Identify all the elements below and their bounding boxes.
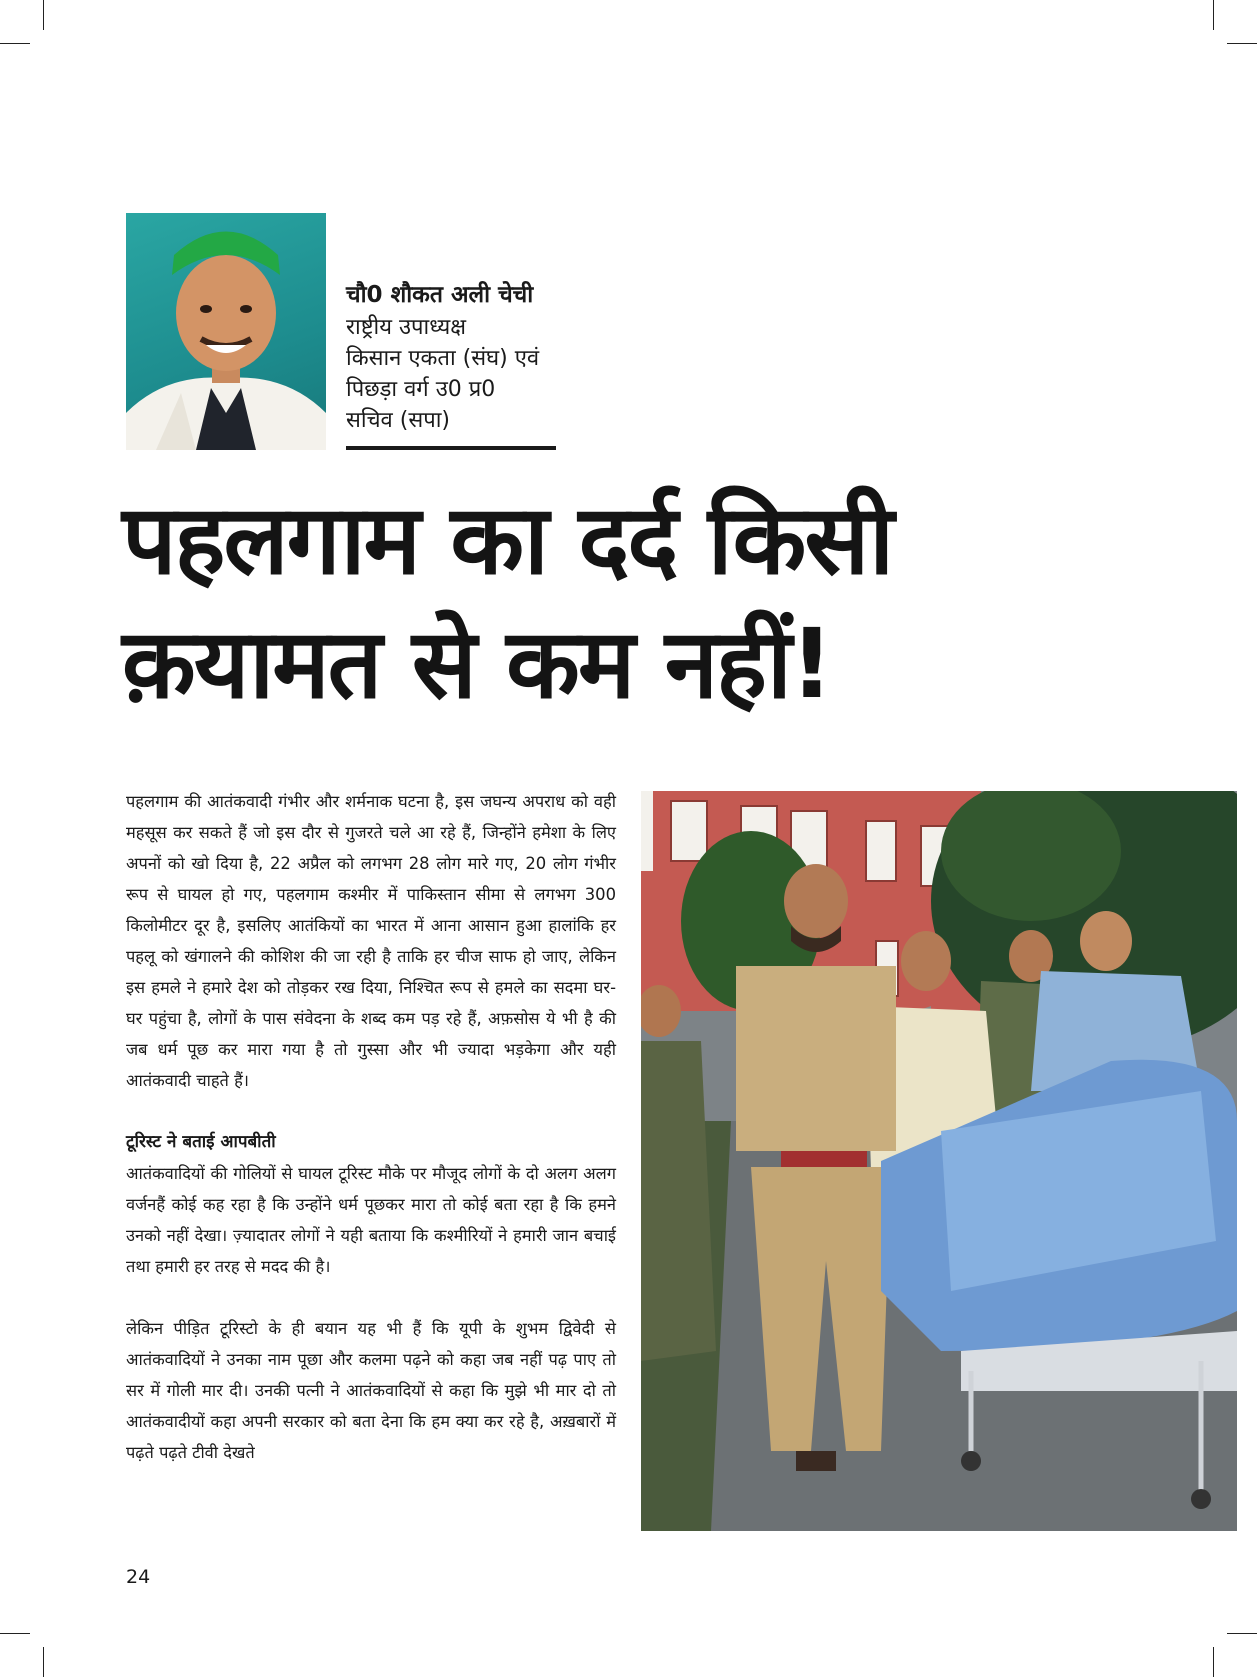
author-name: चौ0 शौकत अली चेची [346,282,534,308]
author-byline [346,278,586,450]
crop-mark [0,43,30,44]
author-designation: सचिव (सपा) [346,408,450,433]
crop-mark [1213,1647,1214,1677]
article-body [126,786,616,1468]
author-designation: किसान एकता (संघ) एवं [346,346,540,371]
crop-mark [1227,43,1257,44]
author-designation: राष्ट्रीय उपाध्यक्ष [346,315,467,340]
article-subheading: टूरिस्ट ने बताई आपबीती [126,1132,276,1152]
crop-mark [43,1647,44,1677]
headline-line-1: पहलगाम का दर्द किसी [122,484,893,596]
byline-rule [346,446,556,450]
page-number: 24 [126,1566,151,1588]
headline-line-2: क़यामत से कम नहीं! [122,608,832,720]
crop-mark [1213,0,1214,30]
article-paragraph: आतंकवादियों की गोलियों से घायल टूरिस्ट मौके पर मौजूद लोगों के दो अलग अलग वर्जनहैं कोई कह रहा है कि उन्होंने धर्म पूछकर मारा तो कोई बता रहा है कि हमने उनको नहीं देखा। ज़्यादातर लोगों ने यही बताया कि कश्मीरियों ने हमारी जान बचाई तथा हमारी हर तरह से मदद की है। [126,1164,616,1276]
crop-mark [0,1633,30,1634]
article-paragraph: लेकिन पीड़ित टूरिस्टो के ही बयान यह भी हैं कि यूपी के शुभम द्विवेदी से आतंकवादियों ने उनका नाम पूछा और कलमा पढ़ने को कहा जब नहीं पढ़ पाए तो सर में गोली मार दी। उनकी पत्नी ने आतंकवादियों से कहा कि मुझे भी मार दो तो आतंकवादीयों कहा अपनी सरकार को बता देना कि हम क्या कर रहे है, अख़बारों में पढ़ते पढ़ते टीवी देखते [126,1319,616,1462]
crop-mark [43,0,44,30]
news-photo [641,791,1237,1531]
author-photo [126,213,326,450]
crop-mark [1227,1633,1257,1634]
headline [122,478,1122,726]
author-designation: पिछड़ा वर्ग उ0 प्र0 [346,377,496,402]
article-paragraph: पहलगाम की आतंकवादी गंभीर और शर्मनाक घटना है, इस जघन्य अपराध को वही महसूस कर सकते हैं जो इस दौर से गुजरते चले आ रहे हैं, जिन्होंने हमेशा के लिए अपनों को खो दिया है, 22 अप्रैल को लगभग 28 लोग मारे गए, 20 लोग गंभीर रूप से घायल हो गए, पहलगाम कश्मीर में पाकिस्तान सीमा से लगभग 300 किलोमीटर दूर है, इसलिए आतंकियों का भारत में आना आसान हुआ हालांकि हर पहलू को खंगालने की कोशिश की जा रही है ताकि हर चीज साफ हो जाए, लेकिन इस हमले ने हमारे देश को तोड़कर रख दिया, निश्चित रूप से हमले का सदमा घर-घर पहुंचा है, लोगों के पास संवेदना के शब्द कम पड़ रहे हैं, अफ़सोस ये भी है की जब धर्म पूछ कर मारा गया है तो गुस्सा और भी ज्यादा भड़केगा और यही आतंकवादी चाहते हैं। [126,792,616,1090]
